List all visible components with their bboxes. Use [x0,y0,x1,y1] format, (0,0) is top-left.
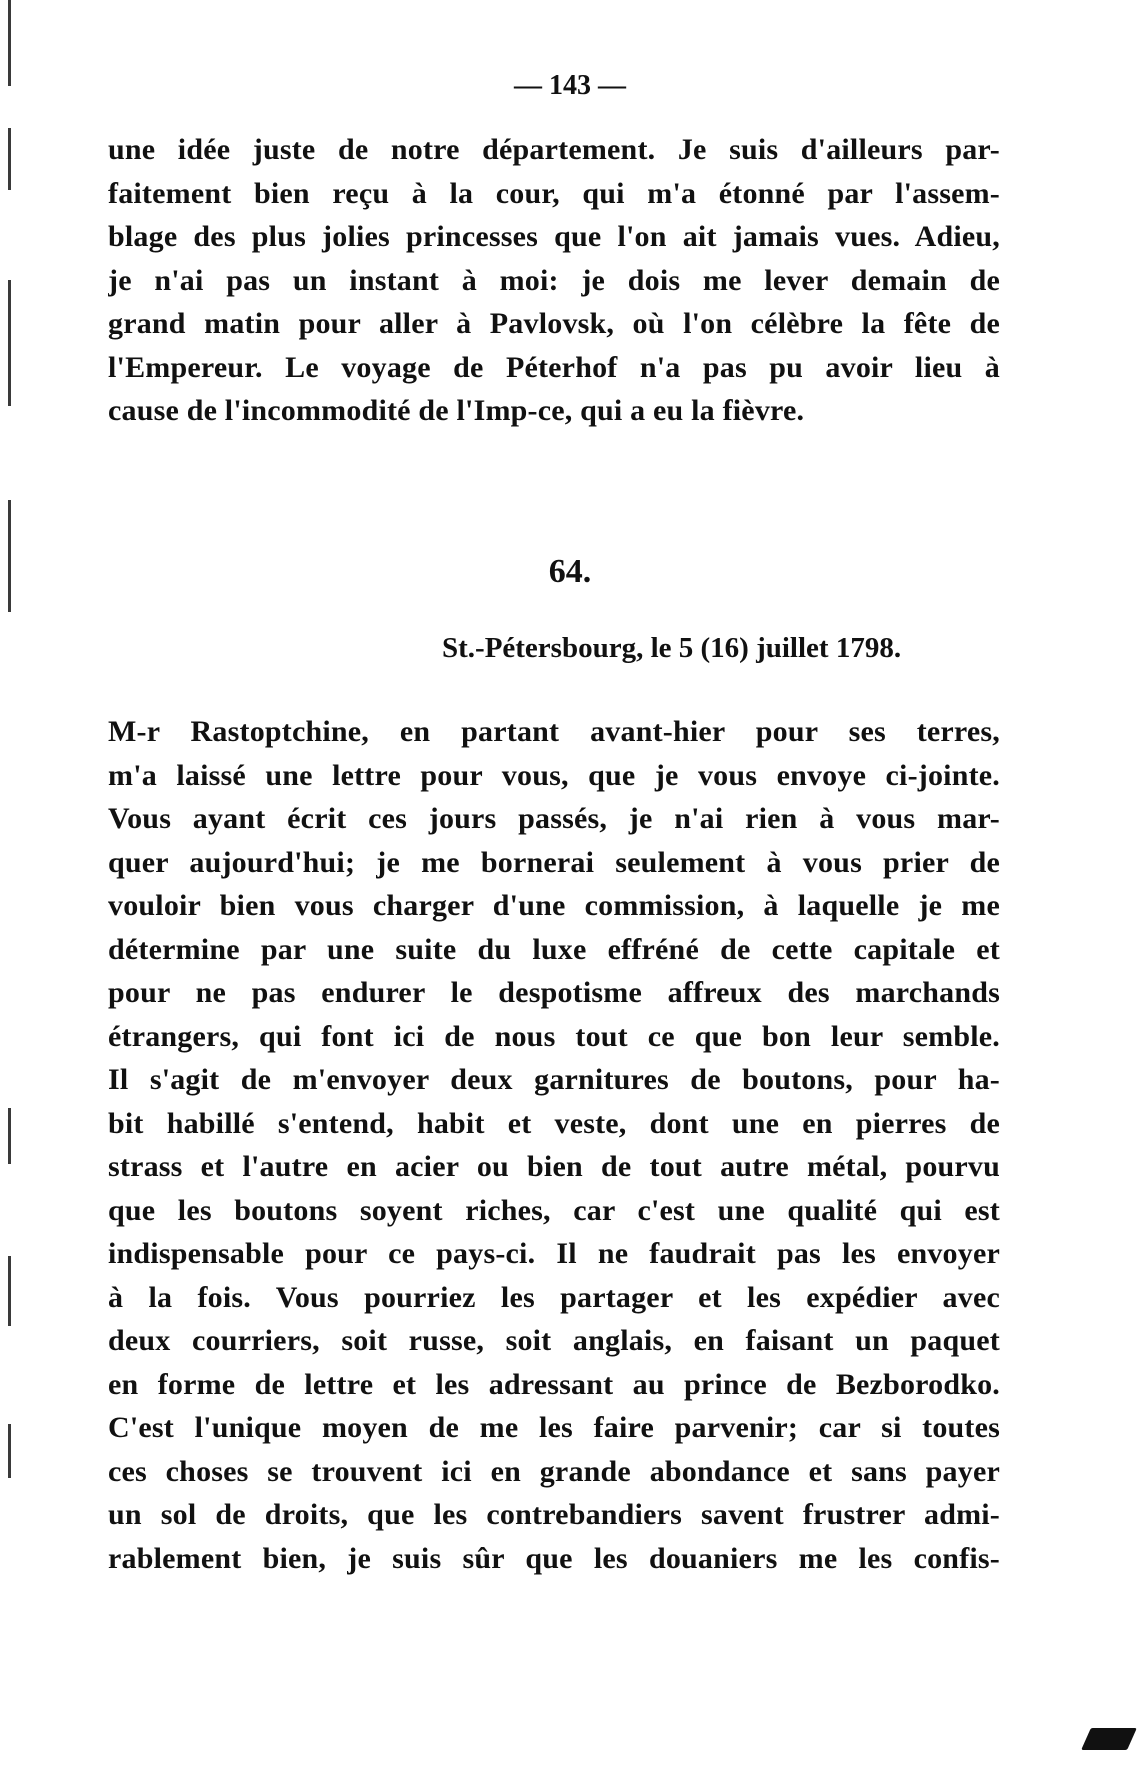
text-line: bit habillé s'entend, habit et veste, dont une en pierres de [108,1106,1000,1140]
letter-dateline: St.-Pétersbourg, le 5 (16) juillet 1798. [442,632,902,664]
text-line: l'Empereur. Le voyage de Péterhof n'a pas pu avoir lieu à [108,350,1000,384]
letter-number: 64. [548,553,592,590]
text-line: à la fois. Vous pourriez les partager et les expédier avec [108,1280,1000,1314]
text-line: un sol de droits, que les contrebandiers savent frustrer admi- [108,1498,1000,1531]
text-line: cause de l'incommodité de l'Imp-ce, qui a eu la fièvre. [108,394,805,427]
text-line: m'a laissé une lettre pour vous, que je vous envoye ci-jointe. [108,758,1000,792]
text-line: je n'ai pas un instant à moi: je dois me lever demain de [108,263,1000,297]
page-edge-mark [8,280,11,406]
text-line: Vous ayant écrit ces jours passés, je n'ai rien à vous mar- [108,802,1000,835]
text-line: indispensable pour ce pays-ci. Il ne faudrait pas les envoyer [108,1237,1000,1270]
page-edge-mark [8,1108,11,1164]
text-line: M-r Rastoptchine, en partant avant-hier pour ses terres, [108,715,1000,748]
text-line: blage des plus jolies princesses que l'on ait jamais vues. Adieu, [108,220,1000,253]
text-line: deux courriers, soit russe, soit anglais, en faisant un paquet [108,1324,1000,1357]
text-line: quer aujourd'hui; je me bornerai seulement à vous prier de [108,845,1000,879]
page-number: — 143 — [514,70,626,101]
page-edge-mark [8,1424,11,1478]
text-line: pour ne pas endurer le despotisme affreux des marchands [108,976,1000,1009]
letter-body [108,710,1000,1580]
text-line: strass et l'autre en acier ou bien de tout autre métal, pourvu [108,1150,1000,1183]
page-edge-mark [8,128,11,190]
text-line: C'est l'unique moyen de me les faire parvenir; car si toutes [108,1411,1000,1444]
text-line: rablement bien, je suis sûr que les douaniers me les confis- [108,1541,1000,1575]
text-line: en forme de lettre et les adressant au prince de Bezborodko. [108,1367,1000,1401]
text-line: grand matin pour aller à Pavlovsk, où l'on célèbre la fête de [108,307,1000,340]
text-line: faitement bien reçu à la cour, qui m'a étonné par l'assem- [108,176,1000,210]
text-line: que les boutons soyent riches, car c'est une qualité qui est [108,1193,1000,1227]
text-line: ces choses se trouvent ici en grande abondance et sans payer [108,1454,1000,1488]
text-line: vouloir bien vous charger d'une commission, à laquelle je me [108,889,1000,922]
page-edge-mark [8,1256,11,1326]
text-line: étrangers, qui font ici de nous tout ce que bon leur semble. [108,1019,1000,1053]
corner-scan-mark [1081,1728,1137,1750]
text-line: Il s'agit de m'envoyer deux garnitures de boutons, pour ha- [108,1063,1000,1096]
text-line: détermine par une suite du luxe effréné de cette capitale et [108,932,1000,966]
text-line: une idée juste de notre département. Je suis d'ailleurs par- [108,133,1000,166]
continued-letter-text [108,128,1000,433]
